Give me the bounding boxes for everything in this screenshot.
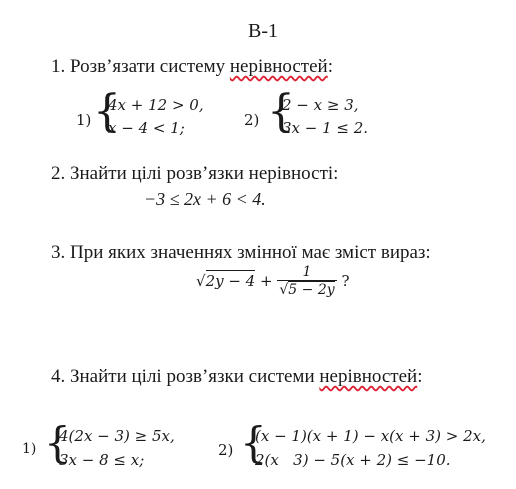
radicand-1: 2y − 4 [205, 272, 256, 290]
task-3-number: 3. [51, 242, 66, 263]
system-label: 2) [244, 111, 260, 129]
task-4-number: 4. [51, 366, 66, 387]
left-brace-icon: { [240, 418, 267, 467]
sqrt-icon: √ [196, 272, 206, 290]
variant-title: В-1 [248, 20, 278, 42]
fraction-denominator [277, 280, 336, 298]
sqrt-icon: √ [279, 282, 289, 298]
task-4-colon: : [417, 366, 423, 387]
system-line: 4(2x − 3) ≥ 5x, [59, 427, 175, 445]
system-line: 3x − 1 ≤ 2. [282, 119, 369, 137]
radicand-2: 5 − 2y [288, 282, 335, 298]
task-2-inequality: −3 ≤ 2x + 6 < 4. [144, 189, 266, 209]
system-line: 2(x 3) − 5(x + 2) ≤ −10. [255, 451, 451, 469]
task-1-heading [51, 56, 333, 78]
system-line: 4x + 12 > 0, [108, 96, 204, 114]
task-2-heading [51, 163, 338, 185]
task-4-underlined-word: нерівностей [319, 366, 418, 387]
fraction-numerator: 1 [302, 264, 312, 280]
system-line: 3x − 8 ≤ x; [59, 451, 145, 469]
task-2-text: Знайти цілі розв’язки нерівності: [70, 163, 339, 184]
left-brace-icon: { [44, 418, 71, 467]
task-1-number: 1. [51, 56, 66, 77]
system-label: 1) [22, 441, 37, 457]
task-1-underlined-word: нерівностей [229, 56, 328, 77]
task-4-heading [51, 366, 423, 388]
sqrt-term-1 [196, 272, 255, 290]
task-3-expression [196, 264, 349, 298]
fraction [277, 264, 336, 298]
left-brace-icon: { [93, 86, 121, 137]
system-label: 2) [218, 441, 234, 459]
question-mark: ? [341, 272, 350, 290]
task-1-colon: : [327, 56, 333, 77]
system-label: 1) [76, 111, 92, 129]
task-2-number: 2. [51, 163, 66, 184]
system-line: 2 − x ≥ 3, [282, 96, 359, 114]
task-4-text: Знайти цілі розв’язки системи [70, 366, 320, 387]
task-1-text: Розв’язати систему [70, 56, 230, 77]
system-line: x − 4 < 1; [108, 119, 185, 137]
task-3-text: При яких значеннях змінної має зміст вираз: [70, 242, 431, 263]
plus-sign: + [260, 272, 273, 290]
system-line: (x − 1)(x + 1) − x(x + 3) > 2x, [255, 427, 486, 445]
task-3-heading [51, 242, 431, 264]
left-brace-icon: { [267, 86, 295, 137]
